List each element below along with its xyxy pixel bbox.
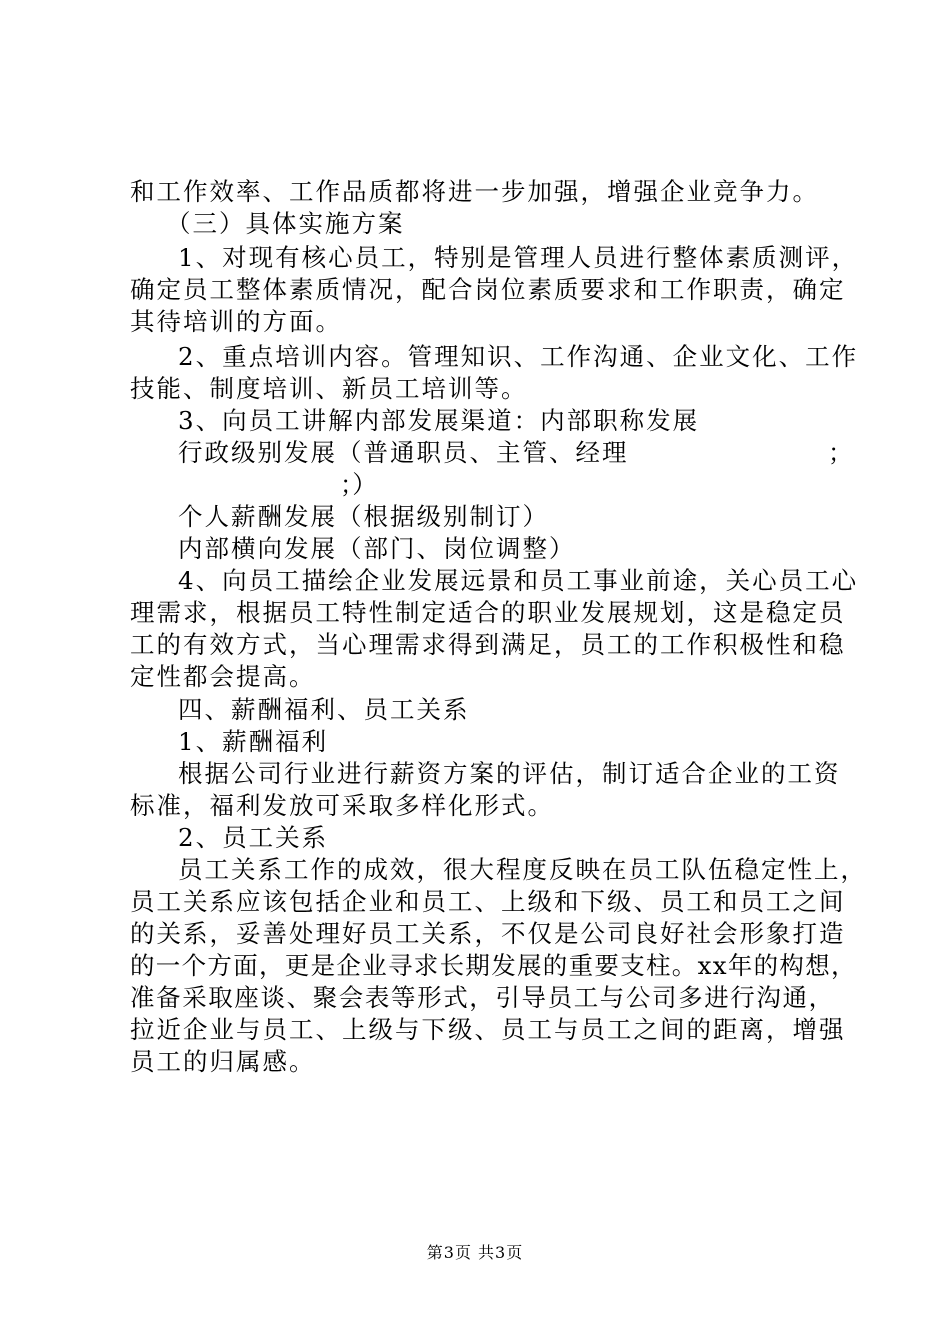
text-line: 员工关系工作的成效，很大程度反映在员工队伍稳定性上， [178,855,867,884]
text-line: 准备采取座谈、聚会表等形式，引导员工与公司多进行沟通， [130,983,835,1012]
section-heading: 四、薪酬福利、员工关系 [178,695,470,724]
text-line: 根据公司行业进行薪资方案的评估，制订适合企业的工资 [178,759,841,788]
page-footer: 第3页 共3页 [426,1243,524,1262]
text-line: 内部横向发展（部门、岗位调整） [178,534,576,563]
text-line: 2、重点培训内容。管理知识、工作沟通、企业文化、工作 [178,342,859,371]
text-line: 和工作效率、工作品质都将进一步加强，增强企业竞争力。 [130,177,819,206]
text-line: 其待培训的方面。 [130,307,342,336]
text-line: 3、向员工讲解内部发展渠道：内部职称发展 [178,406,700,435]
text-line: ；） [340,470,377,499]
text-line: 拉近企业与员工、上级与下级、员工与员工之间的距离，增强 [130,1015,846,1044]
text-line: ； [828,438,853,467]
text-line: 个人薪酬发展（根据级别制订） [178,502,549,531]
text-line: 定性都会提高。 [130,662,316,691]
text-line: 1、对现有核心员工，特别是管理人员进行整体素质测评， [178,243,859,272]
text-line: 标准，福利发放可采取多样化形式。 [130,791,554,820]
text-line: 的一个方面，更是企业寻求长期发展的重要支柱。xx年的构想， [130,951,857,980]
text-line: 员工关系应该包括企业和员工、上级和下级、员工和员工之间 [130,887,846,916]
text-line: 工的有效方式，当心理需求得到满足，员工的工作积极性和稳 [130,630,846,659]
text-line: 理需求，根据员工特性制定适合的职业发展规划，这是稳定员 [130,598,846,627]
text-line: 技能、制度培训、新员工培训等。 [130,374,528,403]
text-line: 员工的归属感。 [130,1047,316,1076]
subsection-heading: 1、薪酬福利 [178,727,329,756]
text-line: 4、向员工描绘企业发展远景和员工事业前途，关心员工心 [178,566,859,595]
text-line: 行政级别发展（普通职员、主管、经理 [178,438,629,467]
subsection-heading: 2、员工关系 [178,823,329,852]
text-line: 的关系，妥善处理好员工关系，不仅是公司良好社会形象打造 [130,919,846,948]
section-heading: （三）具体实施方案 [166,209,405,238]
text-line: 确定员工整体素质情况，配合岗位素质要求和工作职责，确定 [130,275,846,304]
